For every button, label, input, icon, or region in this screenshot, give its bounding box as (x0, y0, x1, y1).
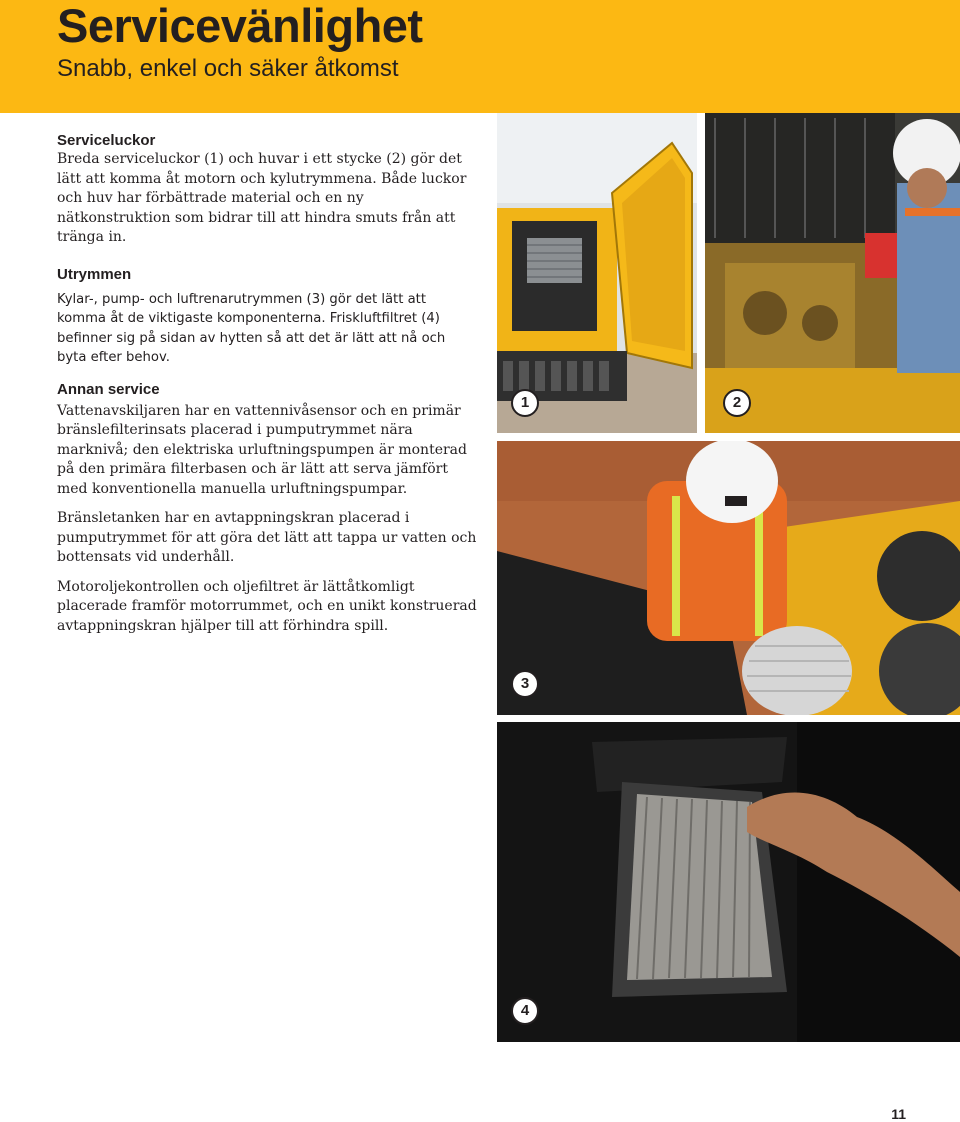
paragraph: Kylar-, pump- och luftrenarutrymmen (3) gör det lätt att komma åt de viktigaste komponenterna. Friskluftfiltret (4) befinner sig på sidan av hytten så att det är lätt att nå och byta efter behov. (57, 291, 446, 365)
photo-fresh-air-filter (497, 722, 960, 1042)
page-number: 11 (891, 1106, 906, 1122)
service-door-illustration (497, 113, 697, 433)
text-column (57, 131, 477, 636)
compartments-illustration (497, 441, 960, 715)
section-title: Utrymmen (57, 265, 132, 283)
page-title: Servicevänlighet (57, 0, 423, 52)
fresh-air-filter-illustration (497, 722, 960, 1042)
callout-badge-4: 4 (511, 997, 539, 1025)
page-subtitle: Snabb, enkel och säker åtkomst (57, 55, 399, 82)
callout-badge-1: 1 (511, 389, 539, 417)
section-annan-service (57, 380, 477, 637)
paragraph: Vattenavskiljaren har en vattennivåsensor och en primär bränslefilterinsats placerad i pumputrymmet nära marknivå; den elektriska urluftningspumpen är monterad på den primära filterbasen och är lätt att serva jämfört med konventionella manuella urluftningspumpar. (57, 402, 467, 497)
paragraph: Breda serviceluckor (1) och huvar i ett stycke (2) gör det lätt att komma åt motorn och kylutrymmena. Både luckor och huv har förbättrade material och en ny nätkonstruktion som bidrar till att hindra smuts från att tränga in. (57, 151, 467, 245)
paragraph: Motoroljekontrollen och oljefiltret är lättåtkomligt placerade framför motorrummet, och en unikt konstruerad avtappningskran hjälper till att förhindra spill. (57, 578, 477, 634)
section-title: Annan service (57, 380, 160, 398)
photo-engine-hood (705, 113, 960, 433)
section-utrymmen (57, 265, 477, 368)
paragraph: Bränsletanken har en avtappningskran placerad i pumputrymmet för att göra det lätt att tappa ur vatten och bottensats vid underhåll. (57, 510, 477, 565)
callout-badge-3: 3 (511, 670, 539, 698)
callout-badge-2: 2 (723, 389, 751, 417)
section-serviceluckor (57, 131, 477, 248)
section-title: Serviceluckor (57, 132, 156, 149)
photo-compartments (497, 441, 960, 715)
page-header (0, 0, 960, 113)
photo-service-door (497, 113, 697, 433)
engine-hood-illustration (705, 113, 960, 433)
